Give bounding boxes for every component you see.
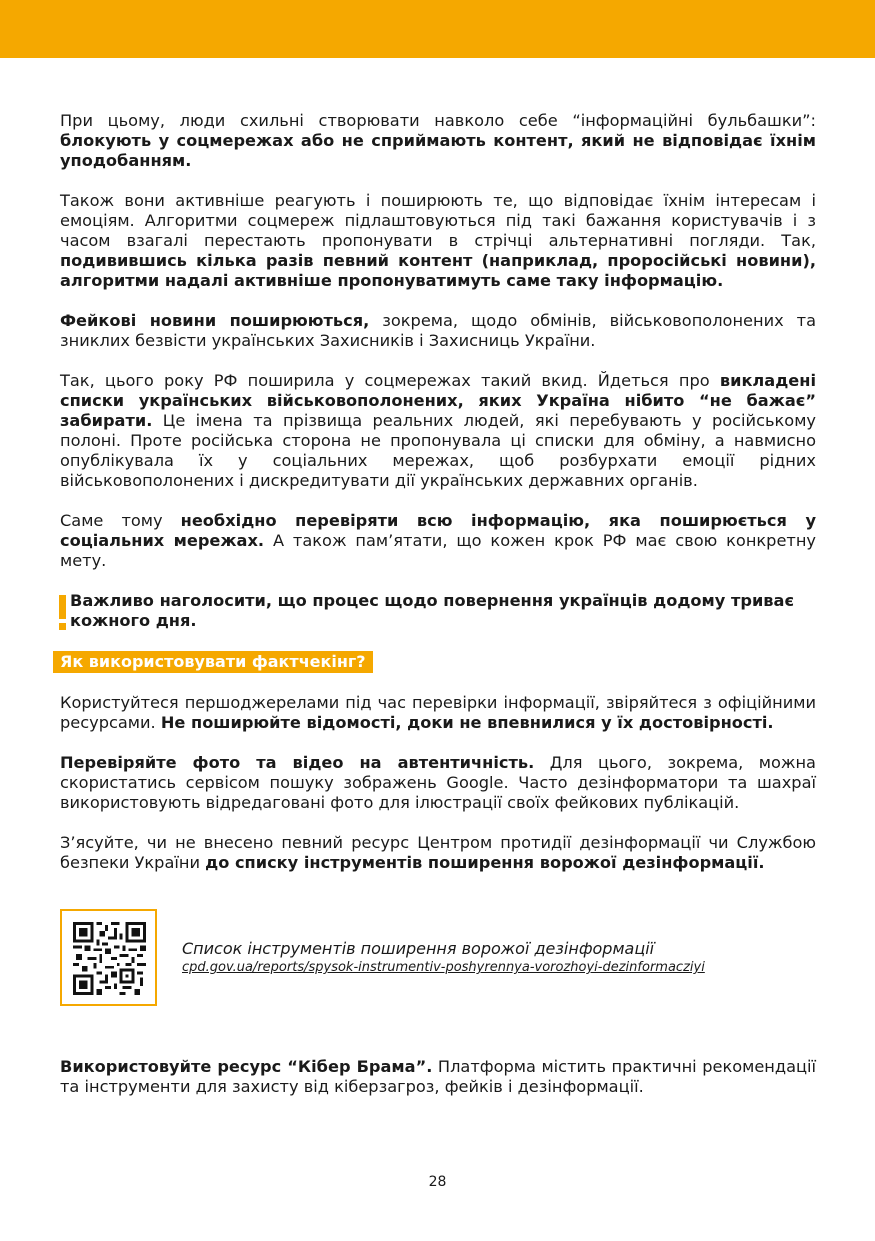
- paragraph-photo-video: Перевіряйте фото та відео на автентичність. Для цього, зокрема, можна скористатись сервісом пошуку зображень Google. Часто дезінформатори та шахраї використовують відредаговані фото для ілюстрації своїх фейкових публікацій.: [60, 753, 816, 812]
- paragraph-fake-news: Фейкові новини поширюються, зокрема, щодо обмінів, військовополонених та зниклих безвісти українських Захисників і Захисниць України.: [60, 311, 816, 350]
- section-heading-factchecking: Як використовувати фактчекінг?: [53, 651, 373, 673]
- callout-text: Важливо наголосити, що процес щодо повернення українців додому триває кожного дня.: [70, 591, 795, 630]
- exclamation-icon: [58, 595, 67, 631]
- paragraph-kiber-brama: Використовуйте ресурс “Кібер Брама”. Платформа містить практичні рекомендації та інструменти для захисту від кіберзагроз, фейків і дезінформації.: [60, 1057, 817, 1096]
- paragraph-primary-sources: Користуйтеся першоджерелами під час перевірки інформації, звіряйтеся з офіційними ресурсами. Не поширюйте відомості, доки не впевнилися у їх достовірності.: [60, 693, 816, 732]
- qr-title: Список інструментів поширення ворожої дезінформації: [182, 939, 655, 958]
- paragraph-cpd-list: З’ясуйте, чи не внесено певний ресурс Центром протидії дезінформації чи Службою безпеки України до списку інструментів поширення ворожої дезінформації.: [60, 833, 816, 872]
- qr-link[interactable]: cpd.gov.ua/reports/spysok-instrumentiv-poshyrennya-vorozhoyi-dezinformacziyi: [182, 960, 705, 975]
- paragraph-pow-lists: Так, цього року РФ поширила у соцмережах такий вкид. Йдеться про викладені списки українських військовополонених, яких Україна нібито “не бажає” забирати. Це імена та прізвища реальних людей, які перебувають у російському полоні. Проте російська сторона не пропонувала ці списки для обміну, а навмисно опублікувала їх у соціальних мережах, щоб розбурхати емоції рідних військовополонених і дискредитувати дії українських державних органів.: [60, 371, 816, 490]
- page-number: 28: [428, 1174, 447, 1190]
- paragraph-info-bubbles: При цьому, люди схильні створювати навколо себе “інформаційні бульбашки”: блокують у соцмережах або не сприймають контент, який не відповідає їхнім уподобанням.: [60, 111, 816, 170]
- page-content: [60, 111, 816, 1097]
- qr-code-icon[interactable]: [60, 909, 157, 1006]
- qr-reference: [60, 909, 816, 1011]
- paragraph-verify-info: Саме тому необхідно перевіряти всю інформацію, яка поширюється у соціальних мережах. А також пам’ятати, що кожен крок РФ має свою конкретну мету.: [60, 511, 817, 570]
- qr-caption: [182, 939, 705, 976]
- important-callout: [60, 591, 816, 631]
- paragraph-algorithms: Також вони активніше реагують і поширюють те, що відповідає їхнім інтересам і емоціям. Алгоритми соцмереж підлаштовуються під такі бажання користувачів і з часом взагалі перестають пропонувати в стрічці альтернативні погляди. Так, подивившись кілька разів певний контент (наприклад, проросійські новини), алгоритми надалі активніше пропонуватимуть саме таку інформацію.: [60, 191, 816, 290]
- header-accent-bar: [0, 0, 875, 58]
